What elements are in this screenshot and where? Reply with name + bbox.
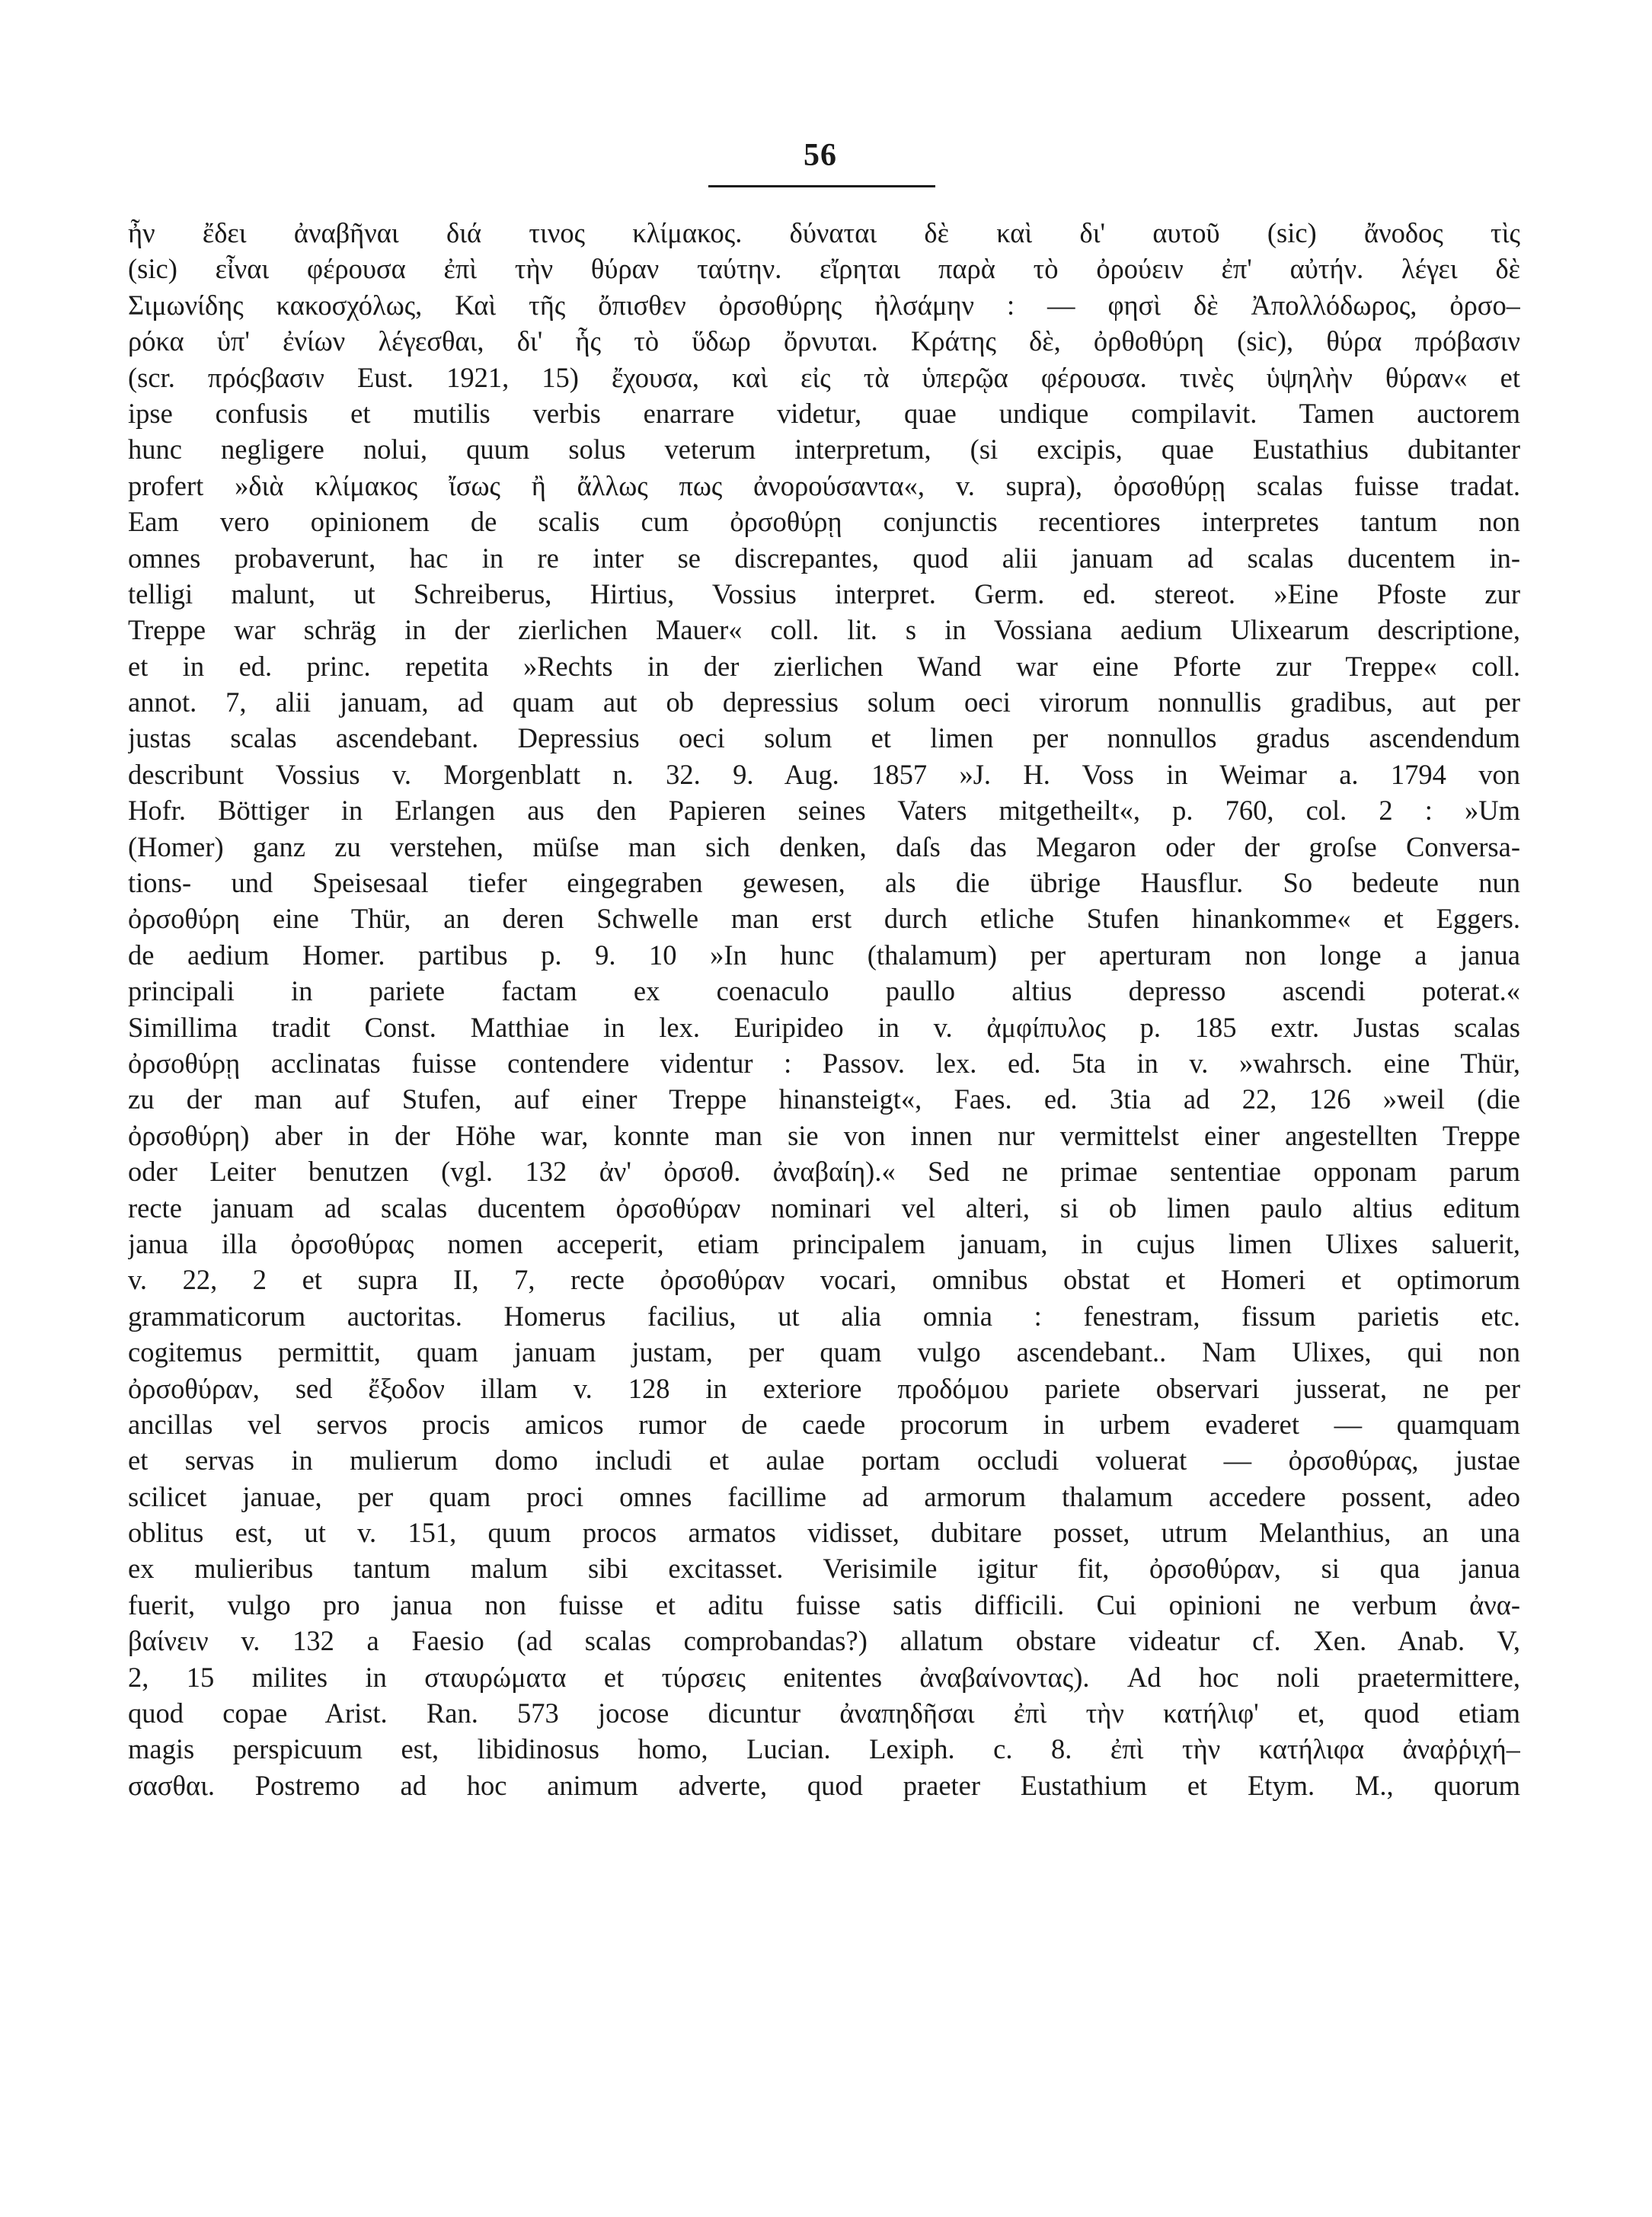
body-text <box>128 215 1520 1840</box>
page-number: 56 <box>804 138 837 173</box>
text-line: grammaticorum auctoritas. Homerus facilius, ut alia omnia : fenestram, fissum parietis etc. <box>128 1300 1520 1332</box>
text-line: 2, 15 milites in σταυρώματα et τύρσεις enitentes ἀναβαίνοντας). Ad hoc noli praetermittere, <box>128 1661 1520 1693</box>
text-line: recte januam ad scalas ducentem ὀρσοθύραν nominari vel alteri, si ob limen paulo altius editum <box>128 1192 1520 1224</box>
text-line: ὀρσοθύρῃ acclinatas fuisse contendere videntur : Passov. lex. ed. 5ta in v. »wahrsch. eine Thür, <box>128 1047 1520 1079</box>
text-line: principali in pariete factam ex coenaculo paullo altius depresso ascendi poterat.« <box>128 975 1520 1007</box>
text-line: (scr. πρόςβασιν Eust. 1921, 15) ἔχουσα, καὶ εἰς τὰ ὑπερῷα φέρουσα. τινὲς ὑψηλὴν θύραν« et <box>128 361 1520 393</box>
text-line: βαίνειν v. 132 a Faesio (ad scalas comprobandas?) allatum obstare videatur cf. Xen. Anab. V, <box>128 1625 1520 1657</box>
text-line <box>128 1803 1520 1839</box>
text-line: Simillima tradit Const. Matthiae in lex. Euripideo in v. ἀμφίπυλος p. 185 extr. Justas scalas <box>128 1011 1520 1043</box>
text-line: describunt Vossius v. Morgenblatt n. 32. 9. Aug. 1857 »J. H. Voss in Weimar a. 1794 von <box>128 758 1520 790</box>
text-line: (sic) εἶναι φέρουσα ἐπὶ τὴν θύραν ταύτην. εἴρηται παρὰ τὸ ὀρούειν ἐπ' αὐτήν. λέγει δὲ <box>128 253 1520 285</box>
text-line: tions- und Speisesaal tiefer eingegraben gewesen, als die übrige Hausflur. So bedeute nun <box>128 867 1520 899</box>
text-line: ὀρσοθύραν, sed ἔξοδον illam v. 128 in exteriore προδόμου pariete observari jusserat, ne per <box>128 1372 1520 1404</box>
text-line: ipse confusis et mutilis verbis enarrare videtur, quae undique compilavit. Tamen auctorem <box>128 397 1520 429</box>
text-line: ex mulieribus tantum malum sibi excitasset. Verisimile igitur fit, ὀρσοθύραν, si qua janua <box>128 1553 1520 1585</box>
text-line: et servas in mulierum domo includi et aulae portam occludi voluerat — ὀρσοθύρας, justae <box>128 1444 1520 1476</box>
text-line: oder Leiter benutzen (vgl. 132 ἀν' ὀρσοθ. ἀναβαίη).« Sed ne primae sententiae opponam parum <box>128 1156 1520 1188</box>
text-line: de aedium Homer. partibus p. 9. 10 »In hunc (thalamum) per aperturam non longe a janua <box>128 939 1520 971</box>
text-line: quod copae Arist. Ran. 573 jocose dicuntur ἀναπηδῆσαι ἐπὶ τὴν κατήλιφ' et, quod etiam <box>128 1697 1520 1729</box>
text-line: ὀρσοθύρη) aber in der Höhe war, konnte man sie von innen nur vermittelst einer angestellten Treppe <box>128 1119 1520 1151</box>
text-line: fuerit, vulgo pro janua non fuisse et aditu fuisse satis difficili. Cui opinioni ne verbum ἀνα- <box>128 1588 1520 1620</box>
text-line: Treppe war schräg in der zierlichen Mauer« coll. lit. s in Vossiana aedium Ulixearum descriptione, <box>128 614 1520 646</box>
text-line: janua illa ὀρσοθύρας nomen acceperit, etiam principalem januam, in cujus limen Ulixes saluerit, <box>128 1227 1520 1259</box>
text-line: cogitemus permittit, quam januam justam, per quam vulgo ascendebant.. Nam Ulixes, qui non <box>128 1336 1520 1368</box>
text-line: telligi malunt, ut Schreiberus, Hirtius, Vossius interpret. Germ. ed. stereot. »Eine Pfoste zur <box>128 577 1520 609</box>
text-line: σασθαι. Postremo ad hoc animum adverte, quod praeter Eustathium et Etym. M., quorum <box>128 1769 1520 1801</box>
text-line: Σιμωνίδης κακοσχόλως, Καὶ τῆς ὄπισθεν ὀρσοθύρης ἠλσάμην : — φησὶ δὲ Ἀπολλόδωρος, ὀρσο– <box>128 289 1520 321</box>
text-line: Hofr. Böttiger in Erlangen aus den Papieren seines Vaters mitgetheilt«, p. 760, col. 2 : »Um <box>128 795 1520 827</box>
text-line: (Homer) ganz zu verstehen, müſse man sich denken, daſs das Megaron oder der groſse Conversa- <box>128 830 1520 862</box>
text-line: profert »διὰ κλίμακος ἴσως ἢ ἄλλως πως ἀνορούσαντα«, v. supra), ὀρσοθύρῃ scalas fuisse tradat. <box>128 469 1520 501</box>
text-line: justas scalas ascendebant. Depressius oeci solum et limen per nonnullos gradus ascendendum <box>128 722 1520 754</box>
text-line: oblitus est, ut v. 151, quum procos armatos vidisset, dubitare posset, utrum Melanthius, an una <box>128 1517 1520 1549</box>
text-line: magis perspicuum est, libidinosus homo, Lucian. Lexiph. c. 8. ἐπὶ τὴν κατήλιφα ἀναῤῥιχή– <box>128 1733 1520 1765</box>
text-line: ρόκα ὑπ' ἐνίων λέγεσθαι, δι' ἧς τὸ ὕδωρ ὄρνυται. Κράτης δὲ, ὀρθοθύρη (sic), θύρα πρόβασιν <box>128 325 1520 357</box>
text-line: et in ed. princ. repetita »Rechts in der zierlichen Wand war eine Pforte zur Treppe« coll. <box>128 650 1520 682</box>
text-line: annot. 7, alii januam, ad quam aut ob depressius solum oeci virorum nonnullis gradibus, aut per <box>128 686 1520 718</box>
text-line: ὀρσοθύρη eine Thür, an deren Schwelle man erst durch etliche Stufen hinankomme« et Eggers. <box>128 903 1520 935</box>
text-line: v. 22, 2 et supra II, 7, recte ὀρσοθύραν vocari, omnibus obstat et Homeri et optimorum <box>128 1264 1520 1296</box>
text-line: ancillas vel servos procis amicos rumor de caede procorum in urbem evaderet — quamquam <box>128 1408 1520 1440</box>
header-rule <box>708 185 935 187</box>
text-line: Eam vero opinionem de scalis cum ὀρσοθύρῃ conjunctis recentiores interpretes tantum non <box>128 506 1520 538</box>
text-line: scilicet januae, per quam proci omnes facillime ad armorum thalamum accedere possent, adeo <box>128 1480 1520 1512</box>
text-line: hunc negligere nolui, quum solus veterum interpretum, (si excipis, quae Eustathius dubitanter <box>128 433 1520 465</box>
text-line: zu der man auf Stufen, auf einer Treppe hinansteigt«, Faes. ed. 3tia ad 22, 126 »weil (die <box>128 1083 1520 1115</box>
text-line: ἦν ἔδει ἀναβῆναι διά τινος κλίμακος. δύναται δὲ καὶ δι' αυτοῦ (sic) ἄνοδος τὶς <box>128 217 1520 248</box>
text-line: omnes probaverunt, hac in re inter se discrepantes, quod alii januam ad scalas ducentem in- <box>128 542 1520 574</box>
